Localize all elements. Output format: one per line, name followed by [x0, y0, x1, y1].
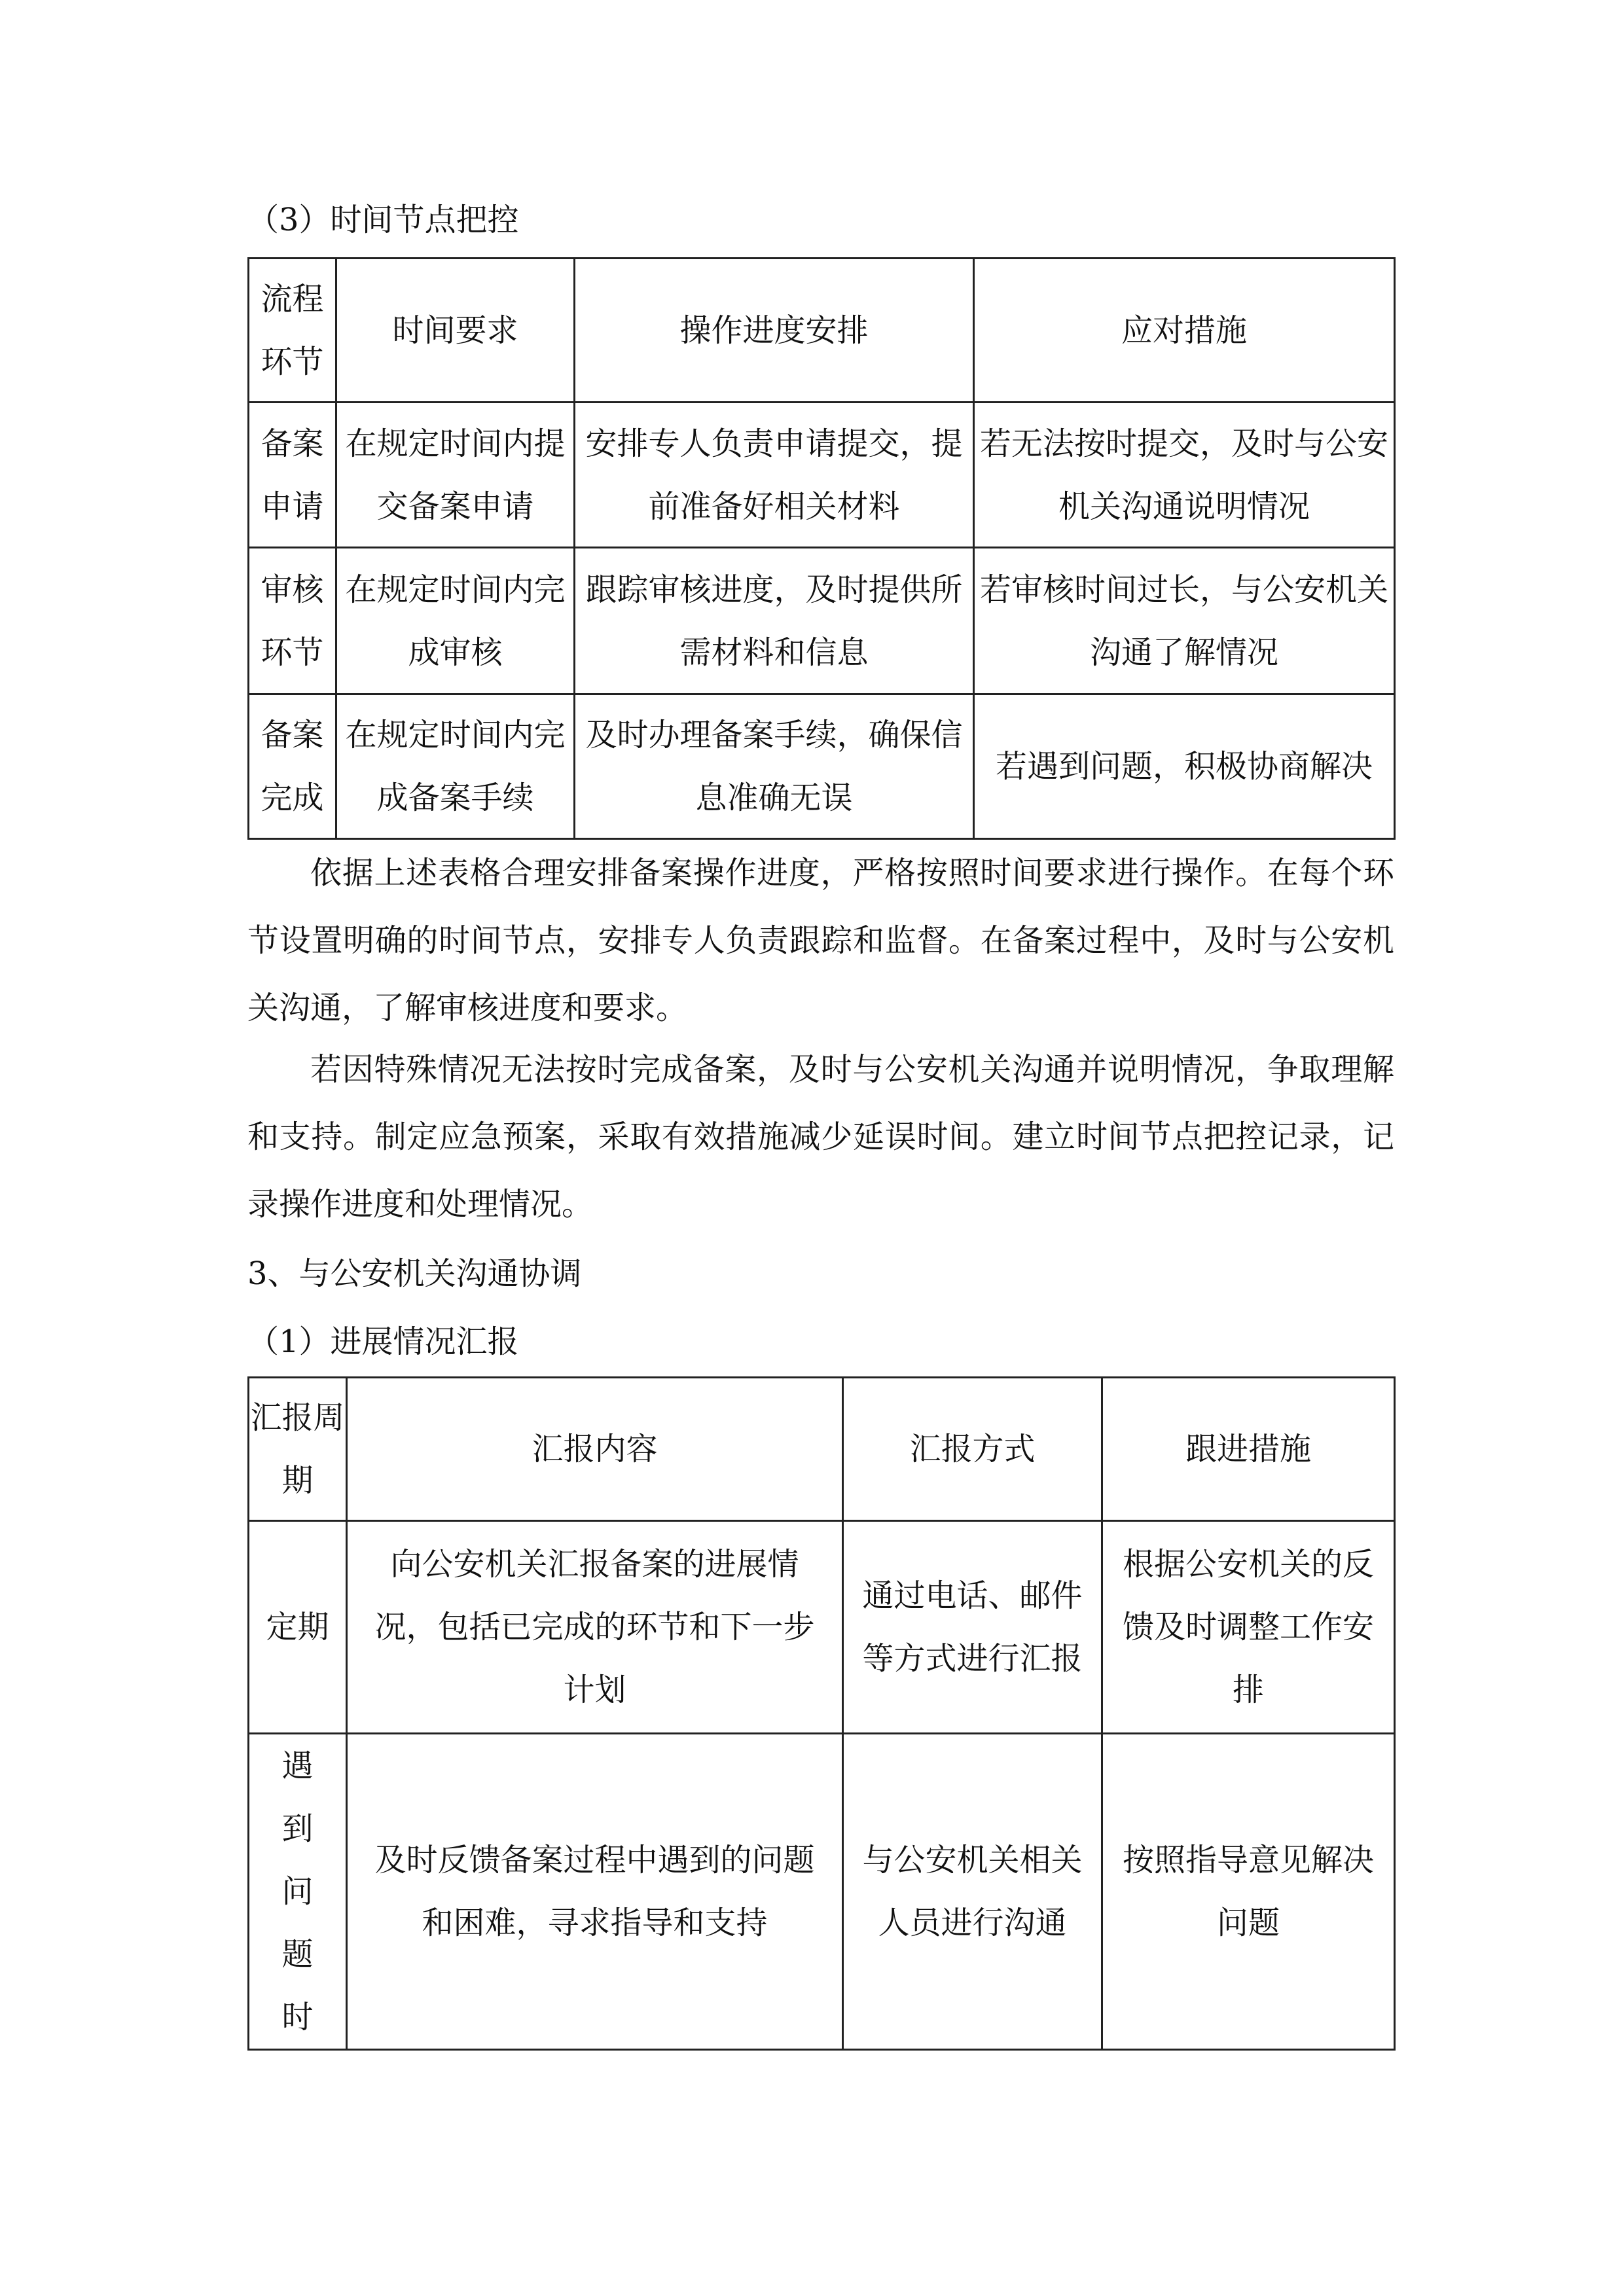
section-title-police-coordination: 3、与公安机关沟通协调: [247, 1255, 582, 1292]
paragraph: 若因特殊情况无法按时完成备案，及时与公安机关沟通并说明情况，争取理解和支持。制定应急预案，采取有效措施减少延误时间。建立时间节点把控记录，记录操作进度和处理情况。: [247, 1051, 1394, 1223]
table-cell: 通过电话、邮件等方式进行汇报: [843, 1521, 1102, 1734]
table-cell: 在规定时间内提交备案申请: [336, 403, 575, 548]
column-header: 跟进措施: [1102, 1378, 1395, 1521]
column-header: 汇报内容: [347, 1378, 843, 1521]
table-cell: 跟踪审核进度，及时提供所需材料和信息: [575, 548, 974, 694]
column-header: 汇报方式: [843, 1378, 1102, 1521]
table-cell: 若遇到问题，积极协商解决: [974, 694, 1395, 839]
table-cell: 若无法按时提交，及时与公安机关沟通说明情况: [974, 403, 1395, 548]
table-cell: 按照指导意见解决问题: [1102, 1734, 1395, 2050]
progress-report-table: [247, 1376, 1396, 2051]
table-header-row: [249, 259, 1395, 403]
table-row: [249, 694, 1395, 839]
table-row: [249, 403, 1395, 548]
table-cell: 遇到问题时: [249, 1734, 347, 2050]
table-header-row: [249, 1378, 1395, 1521]
column-header: 时间要求: [336, 259, 575, 403]
table-cell: 若审核时间过长，与公安机关沟通了解情况: [974, 548, 1395, 694]
table-cell: 与公安机关相关人员进行沟通: [843, 1734, 1102, 2050]
table-row: [249, 1734, 1395, 2050]
column-header: 应对措施: [974, 259, 1395, 403]
table-cell: 安排专人负责申请提交，提前准备好相关材料: [575, 403, 974, 548]
table-cell: 向公安机关汇报备案的进展情况，包括已完成的环节和下一步计划: [347, 1521, 843, 1734]
table-cell: 定期: [249, 1521, 347, 1734]
table-cell: 在规定时间内完成备案手续: [336, 694, 575, 839]
column-header: 汇报周期: [249, 1378, 347, 1521]
table-cell: 及时反馈备案过程中遇到的问题和困难，寻求指导和支持: [347, 1734, 843, 2050]
section-heading-progress-report: （1）进展情况汇报: [247, 1323, 519, 1360]
section-heading-time-control: （3）时间节点把控: [247, 202, 519, 238]
table-cell: 备案申请: [249, 403, 336, 548]
column-header: 流程环节: [249, 259, 336, 403]
time-control-table: [247, 257, 1396, 840]
table-cell: 在规定时间内完成审核: [336, 548, 575, 694]
paragraph: 依据上述表格合理安排备案操作进度，严格按照时间要求进行操作。在每个环节设置明确的时间节点，安排专人负责跟踪和监督。在备案过程中，及时与公安机关沟通，了解审核进度和要求。: [247, 855, 1394, 1026]
table-row: [249, 1521, 1395, 1734]
table-cell: 备案完成: [249, 694, 336, 839]
table-cell: 及时办理备案手续，确保信息准确无误: [575, 694, 974, 839]
column-header: 操作进度安排: [575, 259, 974, 403]
table-cell: 审核环节: [249, 548, 336, 694]
table-row: [249, 548, 1395, 694]
table-cell: 根据公安机关的反馈及时调整工作安排: [1102, 1521, 1395, 1734]
